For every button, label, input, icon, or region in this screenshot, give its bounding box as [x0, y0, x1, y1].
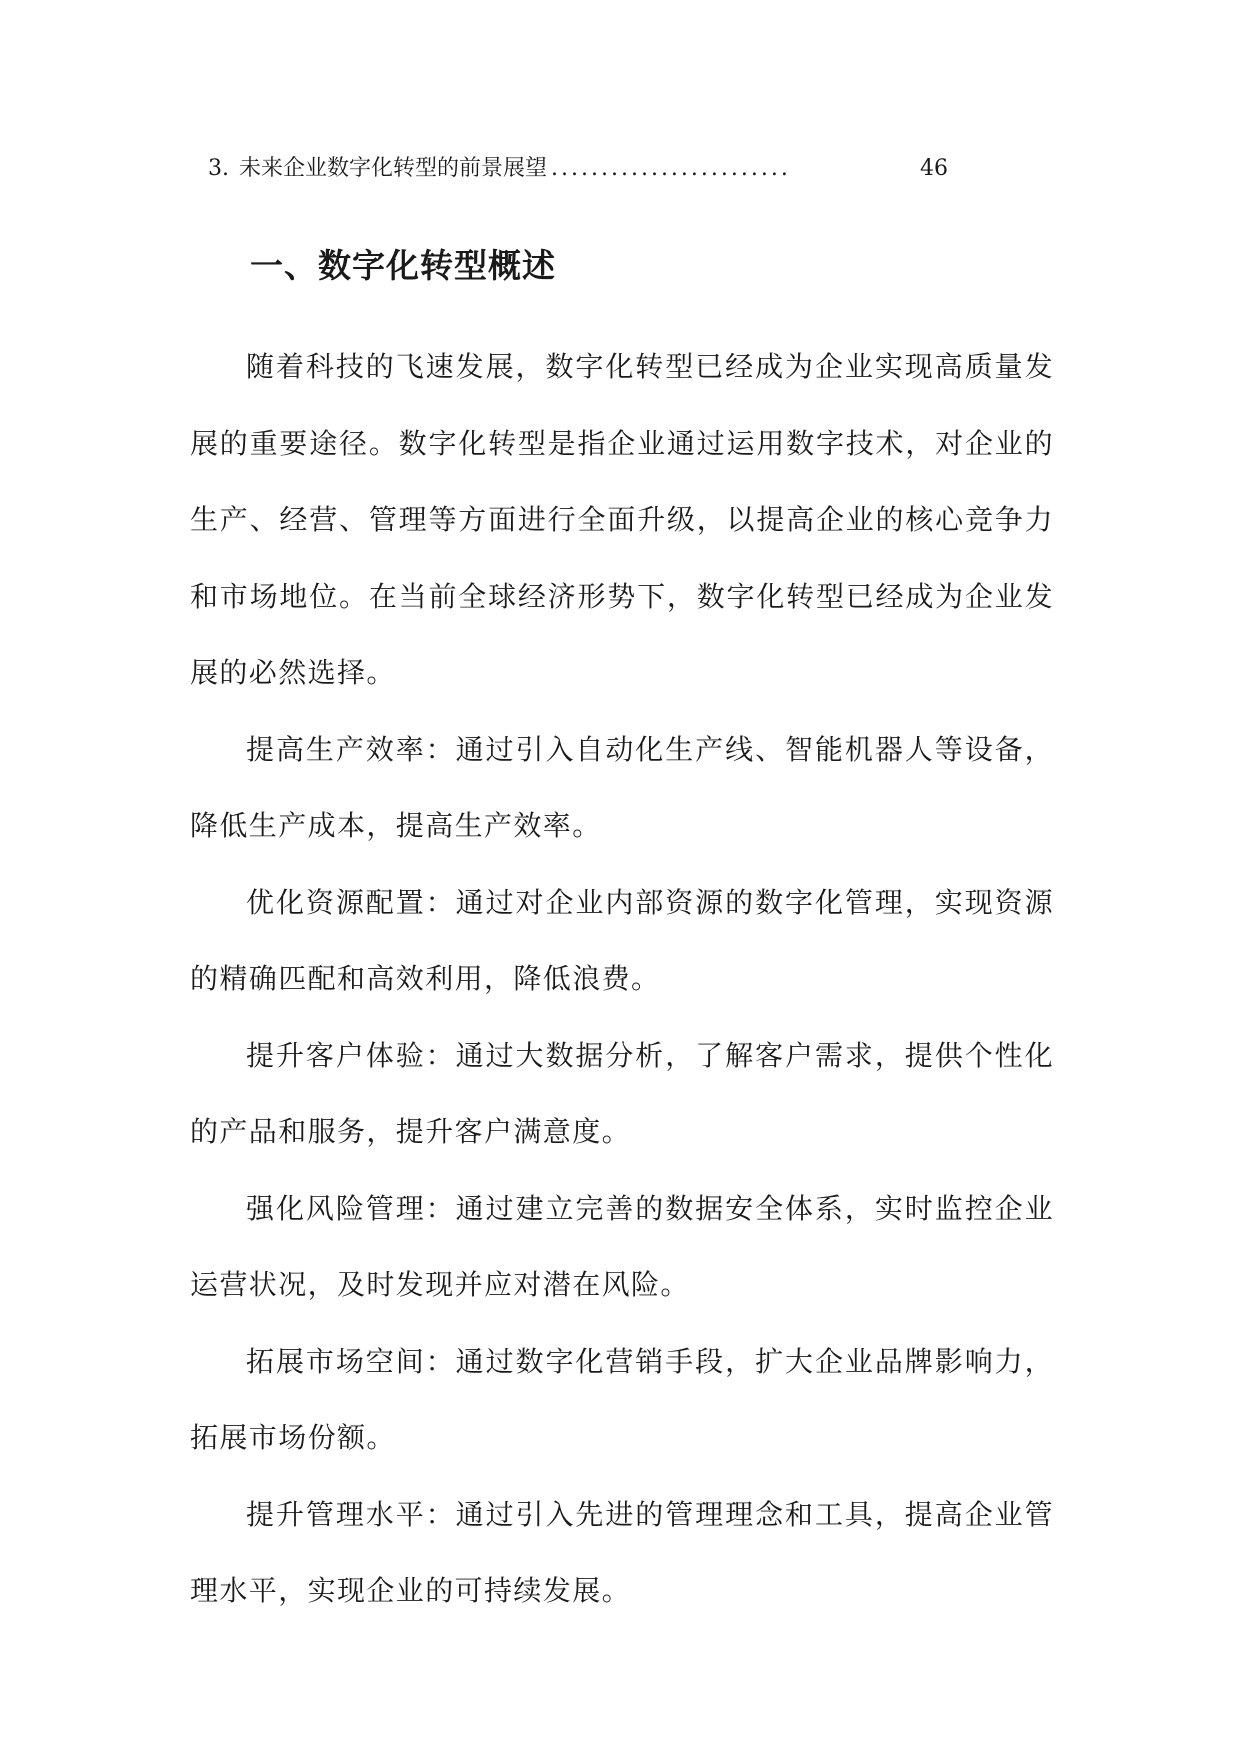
section-heading: 一、数字化转型概述 — [250, 246, 556, 285]
paragraph-risk-management: 强化风险管理：通过建立完善的数据安全体系，实时监控企业运营状况，及时发现并应对潜在风险。 — [190, 1191, 1054, 1301]
toc-dot-leader: ........................ — [551, 156, 791, 181]
section-body — [190, 329, 1054, 1630]
toc-entry[interactable] — [208, 150, 948, 188]
paragraph-customer-experience: 提升客户体验：通过大数据分析，了解客户需求，提供个性化的产品和服务，提升客户满意度。 — [190, 1038, 1054, 1148]
paragraph-resource-allocation: 优化资源配置：通过对企业内部资源的数字化管理，实现资源的精确匹配和高效利用，降低浪费。 — [190, 885, 1054, 995]
paragraph-management-level: 提升管理水平：通过引入先进的管理理念和工具，提高企业管理水平，实现企业的可持续发展。 — [190, 1497, 1054, 1607]
paragraph-intro: 随着科技的飞速发展，数字化转型已经成为企业实现高质量发展的重要途径。数字化转型是指企业通过运用数字技术，对企业的生产、经营、管理等方面进行全面升级，以提高企业的核心竞争力和市场地位。在当前全球经济形势下，数字化转型已经成为企业发展的必然选择。 — [190, 350, 1054, 689]
toc-entry-title: 未来企业数字化转型的前景展望 — [239, 156, 548, 181]
toc-entry-number: 3. — [208, 156, 229, 181]
paragraph-production-efficiency: 提高生产效率：通过引入自动化生产线、智能机器人等设备，降低生产成本，提高生产效率。 — [190, 732, 1054, 842]
paragraph-market-expansion: 拓展市场空间：通过数字化营销手段，扩大企业品牌影响力，拓展市场份额。 — [190, 1344, 1054, 1454]
toc-entry-page-number: 46 — [920, 156, 948, 181]
